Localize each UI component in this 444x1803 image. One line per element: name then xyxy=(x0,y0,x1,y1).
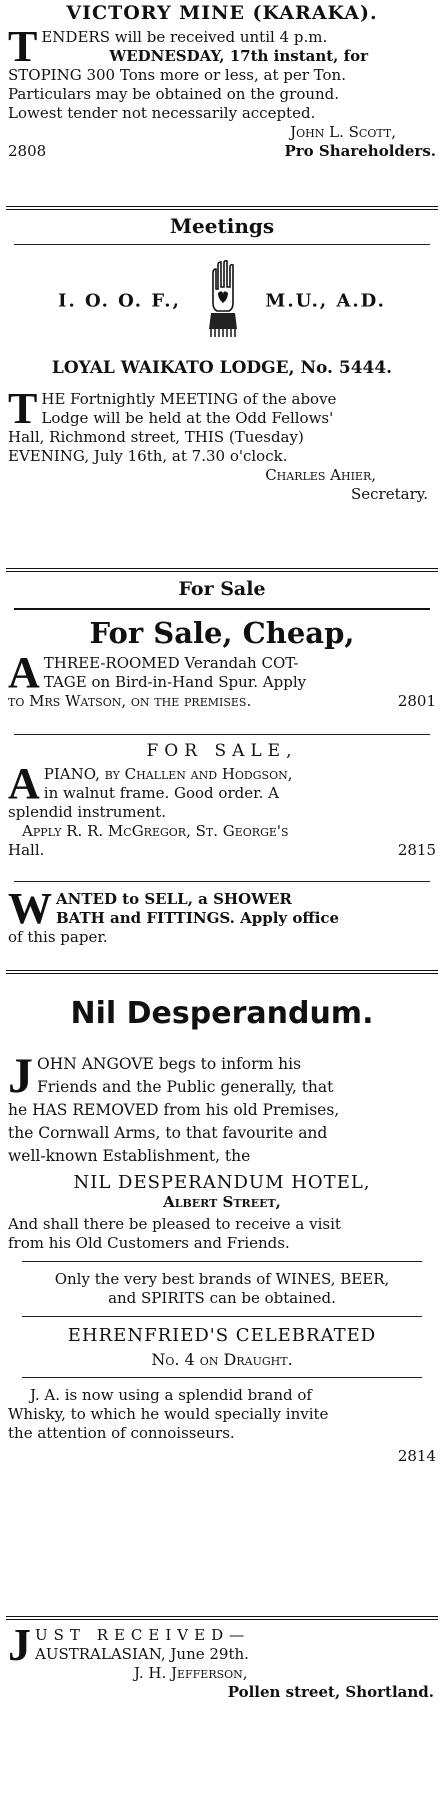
wanted-line: BATH and FITTINGS. Apply office xyxy=(56,909,340,927)
nil-line: he HAS REMOVED from his old Premises, xyxy=(8,1101,340,1119)
victory-role: Pro Shareholders. xyxy=(284,142,436,160)
nil-line: OHN ANGOVE begs to inform his xyxy=(37,1055,302,1073)
victory-mine-ad xyxy=(0,0,444,206)
piano-dropcap: A xyxy=(8,759,40,808)
divider xyxy=(6,568,438,572)
meetings-role: Secretary. xyxy=(351,485,428,503)
piano-line: splendid instrument. xyxy=(8,803,166,821)
divider xyxy=(14,608,430,610)
divider xyxy=(6,206,438,210)
victory-line: Particulars may be obtained on the ground. xyxy=(8,85,340,103)
meetings-dropcap: T xyxy=(8,384,38,433)
brands-line: and SPIRITS can be obtained. xyxy=(108,1289,336,1307)
lodge-title: LOYAL WAIKATO LODGE, No. 5444. xyxy=(51,358,393,378)
meetings-line: Hall, Richmond street, THIS (Tuesday) xyxy=(8,428,304,446)
wanted-line: ANTED to SELL, a SHOWER xyxy=(56,890,292,908)
wanted-line: of this paper. xyxy=(8,928,108,946)
ehrenfried-title: EHRENFRIED'S CELEBRATED xyxy=(67,1325,377,1346)
divider xyxy=(22,1261,422,1262)
divider xyxy=(14,244,430,245)
cheap-cottage-ad xyxy=(8,616,436,734)
whisky-line: J. A. is now using a splendid brand of xyxy=(30,1386,312,1404)
whisky-line: the attention of connoisseurs. xyxy=(8,1424,235,1442)
cheap-dropcap: A xyxy=(8,648,40,697)
meetings-heading: Meetings xyxy=(169,214,275,238)
nil-title: Nil Desperandum. xyxy=(70,996,374,1031)
just-line: AUSTRALASIAN, June 29th. xyxy=(35,1645,249,1663)
meetings-ad xyxy=(0,214,444,568)
meetings-line: Lodge will be held at the Odd Fellows' xyxy=(41,409,334,427)
cheap-line: TAGE on Bird-in-Hand Spur. Apply xyxy=(43,673,307,691)
divider xyxy=(22,1377,422,1378)
draught-line: No. 4 on Draught. xyxy=(151,1350,293,1369)
nil-line: from his Old Customers and Friends. xyxy=(8,1234,290,1252)
meetings-line: HE Fortnightly MEETING of the above xyxy=(41,390,337,408)
whisky-line: Whisky, to which he would specially invite xyxy=(8,1405,329,1423)
just-line: UST RECEIVED— xyxy=(35,1626,251,1644)
cheap-title: For Sale, Cheap, xyxy=(89,616,355,650)
cheap-number: 2801 xyxy=(397,692,436,710)
victory-number: 2808 xyxy=(8,142,47,160)
nil-line: well-known Establishment, the xyxy=(8,1147,251,1165)
nil-line: Friends and the Public generally, that xyxy=(37,1078,334,1096)
hand-heart-emblem-icon xyxy=(203,259,243,344)
nil-line: the Cornwall Arms, to that favourite and xyxy=(8,1124,328,1142)
piano-line: PIANO, by Challen and Hodgson, xyxy=(43,765,293,783)
divider xyxy=(14,734,430,735)
nil-dropcap: J xyxy=(8,1047,33,1103)
hotel-name: NIL DESPERANDUM HOTEL, xyxy=(73,1172,371,1193)
victory-line: ENDERS will be received until 4 p.m. xyxy=(41,28,328,46)
victory-title: VICTORY MINE (KARAKA). xyxy=(66,2,378,24)
piano-line: in walnut frame. Good order. A xyxy=(43,784,279,802)
piano-number: 2815 xyxy=(397,841,436,859)
for-sale-section xyxy=(0,578,444,970)
meetings-line: EVENING, July 16th, at 7.30 o'clock. xyxy=(8,447,288,465)
wanted-ad xyxy=(8,884,436,970)
nil-desperandum-ad xyxy=(0,996,444,1616)
piano-line: Apply R. R. McGregor, St. George's xyxy=(22,822,289,840)
victory-line: WEDNESDAY, 17th instant, for xyxy=(109,47,368,65)
nil-number: 2814 xyxy=(397,1447,436,1465)
cheap-line: to Mrs Watson, on the premises. xyxy=(8,692,252,710)
just-address: Pollen street, Shortland. xyxy=(227,1683,434,1701)
divider xyxy=(6,970,438,974)
brands-line: Only the very best brands of WINES, BEER, xyxy=(54,1270,390,1288)
piano-ad xyxy=(8,741,436,881)
piano-title: FOR SALE, xyxy=(146,741,298,761)
just-dropcap: J xyxy=(8,1619,31,1670)
divider xyxy=(6,1616,438,1620)
divider xyxy=(14,881,430,882)
victory-signer: John L. Scott, xyxy=(290,123,396,141)
piano-line: Hall. xyxy=(8,841,45,859)
wanted-dropcap: W xyxy=(8,884,52,933)
hotel-street: Albert Street, xyxy=(163,1193,281,1211)
for-sale-heading: For Sale xyxy=(178,578,266,600)
victory-line: STOPING 300 Tons more or less, at per Ton. xyxy=(8,66,346,84)
victory-line: Lowest tender not necessarily accepted. xyxy=(8,104,316,122)
just-signer: J. H. Jefferson, xyxy=(134,1664,248,1682)
just-received-ad xyxy=(0,1619,444,1706)
divider xyxy=(22,1316,422,1317)
victory-dropcap: T xyxy=(8,22,38,71)
cheap-line: THREE-ROOMED Verandah COT- xyxy=(43,654,299,672)
ioof-label: I. O. O. F., xyxy=(58,290,181,312)
meetings-signer: Charles Ahier, xyxy=(265,466,376,484)
mu-ad-label: M.U., A.D. xyxy=(265,290,386,312)
nil-line: And shall there be pleased to receive a visit xyxy=(8,1215,341,1233)
